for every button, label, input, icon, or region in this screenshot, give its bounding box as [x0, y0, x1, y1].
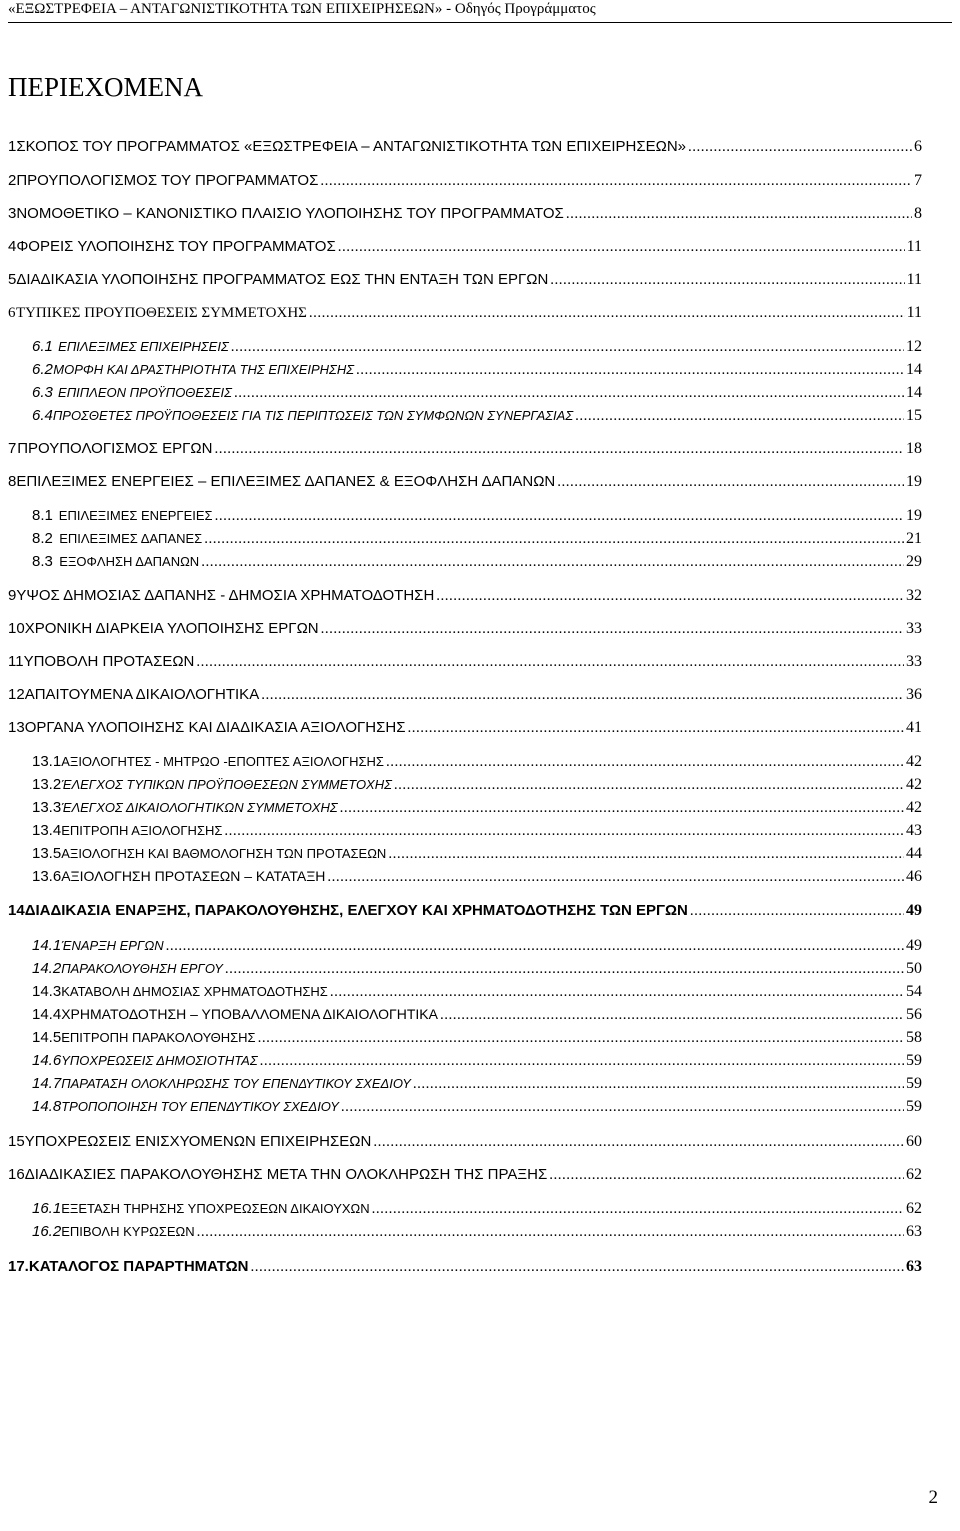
toc-number: 14	[8, 902, 25, 919]
toc-page: 50	[906, 960, 922, 977]
toc-page: 11	[906, 271, 922, 288]
toc-page: 58	[906, 1029, 922, 1046]
toc-page: 7	[914, 172, 922, 189]
toc-number: 8	[8, 473, 17, 490]
toc-label: ΑΞΙΟΛΟΓΗΣΗ ΚΑΙ ΒΑΘΜΟΛΟΓΗΣΗ ΤΩΝ ΠΡΟΤΑΣΕΩΝ	[61, 846, 387, 861]
toc-label: ΚΑΤΑΒΟΛΗ ΔΗΜΟΣΙΑΣ ΧΡΗΜΑΤΟΔΟΤΗΣΗΣ	[61, 984, 328, 999]
toc-entry[interactable]	[8, 138, 922, 160]
toc-label: ΈΛΕΓΧΟΣ ΔΙΚΑΙΟΛΟΓΗΤΙΚΩΝ ΣΥΜΜΕΤΟΧΗΣ	[61, 800, 338, 815]
toc-leader	[327, 869, 904, 886]
running-header: «ΕΞΩΣΤΡΕΦΕΙΑ – ΑΝΤΑΓΩΝΙΣΤΙΚΟΤΗΤΑ ΤΩΝ ΕΠΙΧΕΙΡΗΣΕΩΝ» - Οδηγός Προγράμματος	[8, 1, 596, 17]
toc-number: 13.4	[32, 822, 62, 839]
toc-number: 13.1	[32, 753, 62, 770]
toc-page: 32	[906, 587, 922, 604]
toc-number: 13.2	[32, 776, 62, 793]
toc-subentry[interactable]	[32, 1052, 922, 1074]
toc-page: 14	[906, 384, 922, 401]
toc-page: 44	[906, 845, 922, 862]
toc-page: 33	[906, 620, 922, 637]
toc-leader	[260, 1053, 904, 1070]
page-title: ΠΕΡΙΕΧΟΜΕΝΑ	[8, 72, 203, 102]
toc-leader	[320, 173, 912, 190]
toc-label: ΑΞΙΟΛΟΓΗΣΗ ΠΡΟΤΑΣΕΩΝ – ΚΑΤΑΤΑΞΗ	[61, 868, 326, 884]
toc-page: 49	[906, 902, 922, 919]
toc-leader	[373, 1134, 904, 1151]
toc-leader	[196, 654, 904, 671]
toc-label: ΔΙΑΔΙΚΑΣΙΑ ΕΝΑΡΞΗΣ, ΠΑΡΑΚΟΛΟΥΘΗΣΗΣ, ΕΛΕΓΧΟΥ ΚΑΙ ΧΡΗΜΑΤΟΔΟΤΗΣΗΣ ΤΩΝ ΕΡΓΩΝ	[24, 902, 688, 919]
toc-subentry[interactable]	[32, 1200, 922, 1222]
toc-leader	[386, 754, 904, 771]
toc-entry[interactable]	[8, 1166, 922, 1188]
toc-leader	[341, 1099, 904, 1116]
toc-number: 3	[8, 205, 17, 222]
toc-subentry[interactable]	[32, 530, 922, 552]
toc-page: 59	[906, 1052, 922, 1069]
toc-leader	[394, 777, 904, 794]
toc-leader	[413, 1076, 904, 1093]
toc-entry[interactable]	[8, 1133, 922, 1155]
toc-subentry[interactable]	[32, 937, 922, 959]
toc-leader	[340, 800, 904, 817]
toc-subentry[interactable]	[32, 776, 922, 798]
toc-leader	[224, 823, 904, 840]
toc-page: 59	[906, 1098, 922, 1115]
toc-number: 14.3	[32, 983, 62, 1000]
toc-number: 2	[8, 172, 17, 189]
toc-label: ΕΠΙΛΕΞΙΜΕΣ ΔΑΠΑΝΕΣ	[59, 531, 203, 546]
toc-leader	[309, 305, 905, 322]
toc-number: 15	[8, 1133, 25, 1150]
toc-page: 42	[906, 753, 922, 770]
toc-leader	[575, 408, 904, 425]
toc-label: ΣΚΟΠΟΣ ΤΟΥ ΠΡΟΓΡΑΜΜΑΤΟΣ «ΕΞΩΣΤΡΕΦΕΙΑ – ΑΝΤΑΓΩΝΙΣΤΙΚΟΤΗΤΑ ΤΩΝ ΕΠΙΧΕΙΡΗΣΕΩΝ»	[16, 138, 687, 155]
toc-page: 59	[906, 1075, 922, 1092]
toc-number: 7	[8, 440, 17, 457]
toc-entry[interactable]	[8, 172, 922, 194]
toc-page: 63	[906, 1258, 922, 1275]
toc-number: 9	[8, 587, 17, 604]
toc-leader	[225, 961, 904, 978]
toc-page: 6	[914, 138, 922, 155]
toc-leader	[261, 687, 904, 704]
toc-label: ΠΑΡΑΚΟΛΟΥΘΗΣΗ ΕΡΓΟΥ	[61, 961, 223, 976]
toc-number: 8.1	[32, 507, 53, 524]
toc-number: 14.8	[32, 1098, 62, 1115]
toc-number: 6.3	[32, 384, 53, 401]
toc-subentry[interactable]	[32, 960, 922, 982]
toc-page: 33	[906, 653, 922, 670]
toc-page: 62	[906, 1166, 922, 1183]
toc-label: ΈΝΑΡΞΗ ΕΡΓΩΝ	[61, 938, 164, 953]
toc-leader	[215, 508, 904, 525]
toc-leader	[550, 272, 904, 289]
toc-leader	[214, 441, 904, 458]
toc-label: ΔΙΑΔΙΚΑΣΙΕΣ ΠΑΡΑΚΟΛΟΥΘΗΣΗΣ ΜΕΤΑ ΤΗΝ ΟΛΟΚΛΗΡΩΣΗ ΤΗΣ ΠΡΑΞΗΣ	[24, 1166, 548, 1183]
toc-page: 49	[906, 937, 922, 954]
toc-entry[interactable]	[8, 205, 922, 227]
toc-subentry[interactable]	[32, 361, 922, 383]
toc-leader	[688, 139, 912, 156]
toc-leader	[436, 588, 904, 605]
toc-leader	[321, 621, 904, 638]
toc-number: 14.2	[32, 960, 62, 977]
page-number: 2	[928, 1487, 938, 1508]
toc-subentry[interactable]	[32, 507, 922, 529]
toc-subentry[interactable]	[32, 753, 922, 775]
toc-label: ΕΠΙΛΕΞΙΜΕΣ ΕΝΕΡΓΕΙΕΣ – ΕΠΙΛΕΞΙΜΕΣ ΔΑΠΑΝΕΣ & ΕΞΟΦΛΗΣΗ ΔΑΠΑΝΩΝ	[16, 473, 556, 490]
toc-label: ΕΠΙΤΡΟΠΗ ΑΞΙΟΛΟΓΗΣΗΣ	[61, 823, 223, 838]
toc-label: ΦΟΡΕΙΣ ΥΛΟΠΟΙΗΣΗΣ ΤΟΥ ΠΡΟΓΡΑΜΜΑΤΟΣ	[16, 238, 336, 255]
toc-entry[interactable]	[8, 653, 922, 675]
toc-number: 13.6	[32, 868, 62, 885]
toc-leader	[356, 362, 904, 379]
toc-entry[interactable]	[8, 902, 922, 924]
toc-number: 1	[8, 138, 17, 155]
toc-label: ΠΑΡΑΤΑΣΗ ΟΛΟΚΛΗΡΩΣΗΣ ΤΟΥ ΕΠΕΝΔΥΤΙΚΟΥ ΣΧΕΔΙΟΥ	[61, 1076, 411, 1091]
toc-page: 60	[906, 1133, 922, 1150]
toc-subentry[interactable]	[32, 1029, 922, 1051]
toc-number: 13.3	[32, 799, 62, 816]
toc-label: ΑΠΑΙΤΟΥΜΕΝΑ ΔΙΚΑΙΟΛΟΓΗΤΙΚΑ	[24, 686, 260, 703]
toc-label: ΠΡΟΥΠΟΛΟΓΙΣΜΟΣ ΤΟΥ ΠΡΟΓΡΑΜΜΑΤΟΣ	[16, 172, 319, 189]
toc-entry[interactable]	[8, 587, 922, 609]
toc-leader	[388, 846, 904, 863]
toc-entry[interactable]	[8, 440, 922, 462]
toc-label: ΑΞΙΟΛΟΓΗΤΕΣ - ΜΗΤΡΩΟ -ΕΠΟΠΤΕΣ ΑΞΙΟΛΟΓΗΣΗΣ	[61, 754, 384, 769]
toc-subentry[interactable]	[32, 799, 922, 821]
toc-number: 12	[8, 686, 25, 703]
toc-page: 18	[906, 440, 922, 457]
toc-leader	[201, 554, 904, 571]
toc-page: 15	[906, 407, 922, 424]
toc-label: ΕΠΙΤΡΟΠΗ ΠΑΡΑΚΟΛΟΥΘΗΣΗΣ	[61, 1030, 256, 1045]
toc-label: ΥΠΟΒΟΛΗ ΠΡΟΤΑΣΕΩΝ	[23, 653, 195, 670]
toc-subentry[interactable]	[32, 407, 922, 429]
toc-number: 14.1	[32, 937, 62, 954]
toc-entry[interactable]	[8, 686, 922, 708]
toc-entry[interactable]	[8, 719, 922, 741]
toc-page: 11	[906, 238, 922, 255]
toc-label: ΔΙΑΔΙΚΑΣΙΑ ΥΛΟΠΟΙΗΣΗΣ ΠΡΟΓΡΑΜΜΑΤΟΣ ΕΩΣ ΤΗΝ ΕΝΤΑΞΗ ΤΩΝ ΕΡΓΩΝ	[16, 271, 549, 288]
toc-entry[interactable]	[8, 304, 922, 326]
toc-number: 14.4	[32, 1006, 62, 1023]
toc-leader	[549, 1167, 904, 1184]
toc-subentry[interactable]	[32, 553, 922, 575]
toc-label: ΧΡΗΜΑΤΟΔΟΤΗΣΗ – ΥΠΟΒΑΛΛΟΜΕΝΑ ΔΙΚΑΙΟΛΟΓΗΤΙΚΑ	[61, 1006, 438, 1022]
toc-label: ΥΨΟΣ ΔΗΜΟΣΙΑΣ ΔΑΠΑΝΗΣ - ΔΗΜΟΣΙΑ ΧΡΗΜΑΤΟΔΟΤΗΣΗ	[16, 587, 435, 604]
toc-subentry[interactable]	[32, 1075, 922, 1097]
toc-entry[interactable]	[8, 271, 922, 293]
toc-page: 29	[906, 553, 922, 570]
toc-label: ΈΛΕΓΧΟΣ ΤΥΠΙΚΩΝ ΠΡΟΫΠΟΘΕΣΕΩΝ ΣΥΜΜΕΤΟΧΗΣ	[61, 777, 392, 792]
toc-page: 42	[906, 799, 922, 816]
toc-leader	[234, 385, 904, 402]
toc-number: 13	[8, 719, 25, 736]
toc-number: 4	[8, 238, 17, 255]
toc-number: 14.6	[32, 1052, 62, 1069]
toc-leader	[566, 206, 912, 223]
toc-number: 14.5	[32, 1029, 62, 1046]
toc-label: ΕΞΕΤΑΣΗ ΤΗΡΗΣΗΣ ΥΠΟΧΡΕΩΣΕΩΝ ΔΙΚΑΙΟΥΧΩΝ	[61, 1201, 370, 1216]
toc-leader	[330, 984, 904, 1001]
toc-number: 17.	[8, 1258, 29, 1275]
toc-leader	[408, 720, 905, 737]
toc-page: 42	[906, 776, 922, 793]
toc-label: ΕΠΙΠΛΕΟΝ ΠΡΟΫΠΟΘΕΣΕΙΣ	[58, 385, 232, 400]
toc-subentry[interactable]	[32, 338, 922, 360]
toc-label: ΟΡΓΑΝΑ ΥΛΟΠΟΙΗΣΗΣ ΚΑΙ ΔΙΑΔΙΚΑΣΙΑ ΑΞΙΟΛΟΓΗΣΗΣ	[24, 719, 406, 736]
toc-entry[interactable]	[8, 620, 922, 642]
toc-number: 8.3	[32, 553, 53, 570]
toc-page: 63	[906, 1223, 922, 1240]
toc-entry[interactable]	[8, 238, 922, 260]
toc-label: ΥΠΟΧΡΕΩΣΕΙΣ ΕΝΙΣΧΥΟΜΕΝΩΝ ΕΠΙΧΕΙΡΗΣΕΩΝ	[24, 1133, 372, 1150]
toc-page: 19	[906, 507, 922, 524]
toc-label: ΕΞΟΦΛΗΣΗ ΔΑΠΑΝΩΝ	[59, 554, 200, 569]
toc-page: 56	[906, 1006, 922, 1023]
toc-label: ΕΠΙΛΕΞΙΜΕΣ ΕΠΙΧΕΙΡΗΣΕΙΣ	[58, 339, 229, 354]
toc-label: ΤΥΠΙΚΕΣ ΠΡΟΥΠΟΘΕΣΕΙΣ ΣΥΜΜΕΤΟΧΗΣ	[15, 305, 307, 321]
toc-subentry[interactable]	[32, 845, 922, 867]
toc-number: 8.2	[32, 530, 53, 547]
toc-number: 6.4	[32, 407, 53, 424]
toc-number: 10	[8, 620, 25, 637]
toc-subentry[interactable]	[32, 1223, 922, 1245]
toc-label: ΤΡΟΠΟΠΟΙΗΣΗ ΤΟΥ ΕΠΕΝΔΥΤΙΚΟΥ ΣΧΕΔΙΟΥ	[61, 1099, 339, 1114]
toc-number: 6.1	[32, 338, 53, 355]
toc-leader	[557, 474, 904, 491]
toc-label: ΕΠΙΛΕΞΙΜΕΣ ΕΝΕΡΓΕΙΕΣ	[58, 508, 213, 523]
toc-page: 11	[906, 304, 922, 321]
toc-leader	[440, 1007, 904, 1024]
toc-label: ΚΑΤΑΛΟΓΟΣ ΠΑΡΑΡΤΗΜΑΤΩΝ	[28, 1258, 249, 1275]
toc-label: ΝΟΜΟΘΕΤΙΚΟ – ΚΑΝΟΝΙΣΤΙΚΟ ΠΛΑΙΣΙΟ ΥΛΟΠΟΙΗΣΗΣ ΤΟΥ ΠΡΟΓΡΑΜΜΑΤΟΣ	[16, 205, 564, 222]
toc-leader	[372, 1201, 904, 1218]
toc-number: 16.2	[32, 1223, 62, 1240]
toc-leader	[197, 1224, 904, 1241]
toc-number: 14.7	[32, 1075, 62, 1092]
toc-number: 6.2	[32, 361, 53, 378]
toc-leader	[231, 339, 904, 356]
toc-page: 43	[906, 822, 922, 839]
toc-number: 13.5	[32, 845, 62, 862]
toc-subentry[interactable]	[32, 1098, 922, 1120]
header-divider	[8, 22, 952, 23]
toc-label: ΠΡΟΣΘΕΤΕΣ ΠΡΟΫΠΟΘΕΣΕΙΣ ΓΙΑ ΤΙΣ ΠΕΡΙΠΤΩΣΕΙΣ ΤΩΝ ΣΥΜΦΩΝΩΝ ΣΥΝΕΡΓΑΣΙΑΣ	[52, 408, 574, 423]
toc-page: 8	[914, 205, 922, 222]
toc-number: 5	[8, 271, 17, 288]
toc-entry[interactable]	[8, 1258, 922, 1280]
toc-subentry[interactable]	[32, 1006, 922, 1028]
toc-page: 54	[906, 983, 922, 1000]
toc-page: 36	[906, 686, 922, 703]
toc-page: 21	[906, 530, 922, 547]
toc-leader	[166, 938, 904, 955]
toc-entry[interactable]	[8, 473, 922, 495]
toc-number: 11	[8, 653, 24, 670]
toc-leader	[690, 903, 904, 920]
toc-page: 19	[906, 473, 922, 490]
toc-page: 46	[906, 868, 922, 885]
toc-number: 16.1	[32, 1200, 62, 1217]
toc-leader	[338, 239, 905, 256]
toc-subentry[interactable]	[32, 983, 922, 1005]
toc-label: ΕΠΙΒΟΛΗ ΚΥΡΩΣΕΩΝ	[61, 1224, 195, 1239]
toc-page: 14	[906, 361, 922, 378]
toc-label: ΠΡΟΥΠΟΛΟΓΙΣΜΟΣ ΕΡΓΩΝ	[17, 440, 213, 457]
toc-number: 6	[8, 305, 16, 321]
toc-page: 12	[906, 338, 922, 355]
toc-page: 62	[906, 1200, 922, 1217]
toc-label: ΥΠΟΧΡΕΩΣΕΙΣ ΔΗΜΟΣΙΟΤΗΤΑΣ	[61, 1053, 258, 1068]
toc-label: ΧΡΟΝΙΚΗ ΔΙΑΡΚΕΙΑ ΥΛΟΠΟΙΗΣΗΣ ΕΡΓΩΝ	[24, 620, 319, 637]
toc-number: 16	[8, 1166, 25, 1183]
toc-leader	[204, 531, 904, 548]
toc-page: 41	[906, 719, 922, 736]
toc-subentry[interactable]	[32, 384, 922, 406]
toc-subentry[interactable]	[32, 822, 922, 844]
toc-leader	[251, 1259, 904, 1276]
toc-subentry[interactable]	[32, 868, 922, 890]
toc-leader	[258, 1030, 904, 1047]
toc-label: ΜΟΡΦΗ ΚΑΙ ΔΡΑΣΤΗΡΙΟΤΗΤΑ ΤΗΣ ΕΠΙΧΕΙΡΗΣΗΣ	[53, 362, 355, 377]
